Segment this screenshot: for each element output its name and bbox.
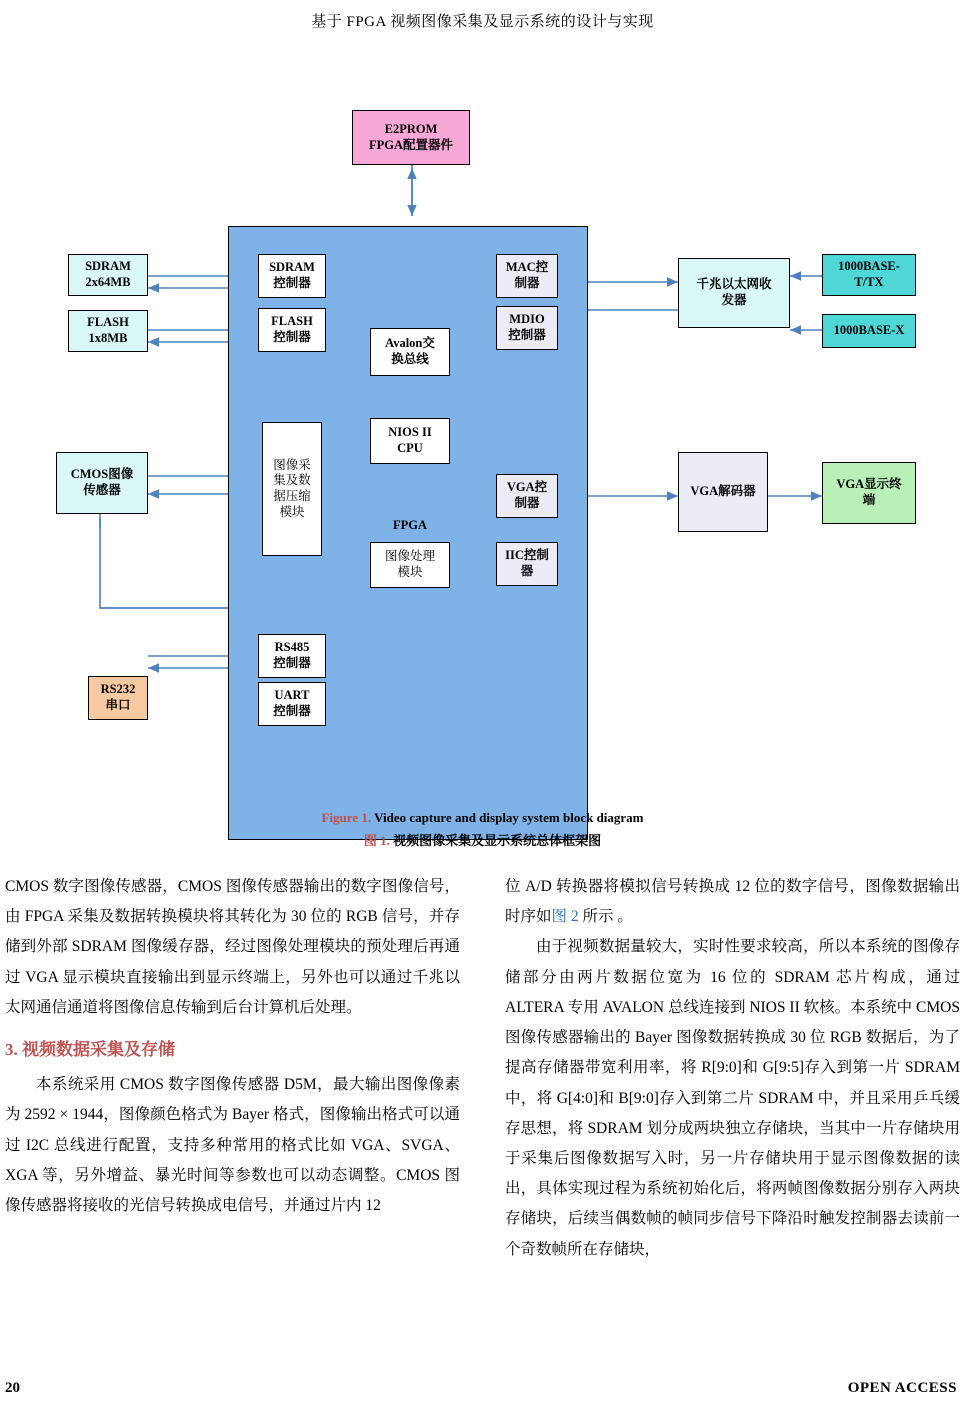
right-paragraph-1: [505, 872, 960, 932]
left-paragraph-1: CMOS 数字图像传感器，CMOS 图像传感器输出的数字图像信号，由 FPGA 采集及数据转换模块将其转化为 30 位的 RGB 信号，并存储到外部 SDRAM 图像缓存器，经过图像处理模块的预处理后再通过 VGA 显示模块直接输出到显示终端上，另外也可以通过千兆以太网通信通道将图像信息传输到后台计算机后处理。: [5, 878, 460, 1016]
block-vga-controller: [496, 474, 558, 518]
label-fpga: FPGA: [392, 518, 428, 532]
block-vga-controller-line1: VGA控: [506, 480, 548, 495]
block-capture-line2: 集及数: [273, 473, 311, 488]
block-flash-external-line1: FLASH: [87, 315, 129, 330]
block-capture-compress-module: [262, 422, 322, 556]
body-column-right: [505, 872, 960, 1265]
block-e2prom-line2: FPGA配置器件: [368, 137, 454, 152]
block-mdio-controller: [496, 306, 558, 350]
block-avalon-bus: [370, 328, 450, 376]
block-uart-line1: UART: [274, 688, 310, 703]
block-vga-display-line2: 端: [862, 493, 876, 507]
block-e2prom: [352, 110, 470, 165]
block-vga-display-line1: VGA显示终: [836, 477, 902, 492]
block-rs485-line1: RS485: [274, 640, 310, 655]
block-rs232-line2: 串口: [105, 698, 131, 712]
block-flash-controller: [258, 308, 326, 352]
right-paragraph-2: 由于视频数据量较大，实时性要求较高，所以本系统的图像存储部分由两片数据位宽为 16 位的 SDRAM 芯片构成，通过 ALTERA 专用 AVALON 总线连接到 NIOS II 软核。本系统中 CMOS 图像传感器输出的 Bayer 图像数据转换成 30 位 RGB 数据后，为了提高存储器带宽利用率，将 R[9:0]和 G[9:5]存入到第一片 SDRAM 中，将 G[4:0]和 B[9:0]存入到第二片 SDRAM 中，并且采用乒乓缓存思想，将 SDRAM 划分成两块独立存储块，当其中一片存储块用于采集后图像数据写入时，另一片存储块用于显示图像数据的读出，具体实现过程为系统初始化后，将两帧图像数据分别存入两块存储块，后续当偶数帧的帧同步信号下降沿时触发控制器去读前一个奇数帧所在存储块，: [505, 938, 960, 1258]
block-rs485-line2: 控制器: [273, 656, 311, 670]
block-nios-cpu: [370, 418, 450, 464]
block-mac-line2: 制器: [514, 276, 540, 290]
block-mdio-line2: 控制器: [508, 328, 546, 342]
figure-caption-zh-number: 图 1.: [363, 833, 390, 848]
block-sdram-external: [68, 254, 148, 296]
block-1000base-t-line2: T/TX: [854, 275, 884, 289]
block-flash-external-line2: 1x8MB: [88, 331, 128, 345]
block-avalon-line2: 换总线: [391, 352, 429, 366]
block-flash-external: [68, 310, 148, 352]
block-capture-line3: 据压缩: [273, 489, 311, 503]
block-cmos-sensor-line2: 传感器: [83, 483, 121, 497]
block-eth-phy-line1: 千兆以太网收: [696, 277, 772, 292]
block-vga-display: [822, 462, 916, 524]
figure-caption-en-number: Figure 1.: [321, 810, 372, 825]
block-image-processing-module: [370, 542, 450, 588]
block-flash-controller-line1: FLASH: [271, 314, 313, 329]
block-iic-line1: IIC控制: [505, 548, 549, 563]
block-1000base-t-line1: 1000BASE-: [838, 259, 900, 274]
right-paragraph-1-after: 所示 。: [578, 908, 633, 926]
block-imgproc-line1: 图像处理: [384, 549, 435, 564]
left-paragraph-2: 本系统采用 CMOS 数字图像传感器 D5M，最大输出图像像素为 2592 × 1944，图像颜色格式为 Bayer 格式，图像输出格式可以通过 I2C 总线进行配置，支持多种常用的格式比如 VGA、SVGA、XGA 等，另外增益、暴光时间等参数也可以动态调整。CMOS 图像传感器将接收的光信号转换成电信号，并通过片内 12: [5, 1076, 460, 1215]
figure-caption-en: [0, 810, 965, 826]
block-avalon-line1: Avalon交: [385, 336, 435, 351]
block-capture-line1: 图像采: [273, 457, 311, 472]
block-1000base-x-label: 1000BASE-X: [833, 323, 905, 338]
block-iic-controller: [496, 542, 558, 586]
figure-caption-zh-text: 视频图像采集及显示系统总体框架图: [393, 833, 602, 848]
block-cmos-sensor-line1: CMOS图像: [70, 467, 134, 482]
block-sdram-external-line2: 2x64MB: [85, 275, 131, 289]
block-rs232-line1: RS232: [100, 682, 136, 697]
block-nios-line2: CPU: [397, 441, 423, 455]
block-rs232: [88, 676, 148, 720]
block-mdio-line1: MDIO: [509, 312, 545, 327]
block-imgproc-line2: 模块: [397, 565, 423, 579]
block-vga-decoder: [678, 452, 768, 532]
block-sdram-controller: [258, 254, 326, 298]
block-flash-controller-line2: 控制器: [273, 330, 311, 344]
body-column-left: [5, 872, 460, 1221]
block-cmos-sensor: [56, 452, 148, 514]
section-heading-3: 3. 视频数据采集及存储: [5, 1040, 175, 1060]
figure-caption-zh: [0, 830, 965, 849]
figure-caption-en-text: Video capture and display system block diagram: [374, 810, 644, 825]
block-sdram-external-line1: SDRAM: [85, 259, 131, 274]
figure-reference-link[interactable]: 图 2: [551, 908, 579, 926]
block-mac-line1: MAC控: [505, 260, 549, 275]
figure-block-diagram: [0, 48, 965, 848]
block-sdram-controller-line2: 控制器: [273, 276, 311, 290]
block-mac-controller: [496, 254, 558, 298]
block-capture-line4: 模块: [279, 504, 305, 519]
block-sdram-controller-line1: SDRAM: [269, 260, 315, 275]
footer-page-number: 20: [5, 1380, 20, 1396]
right-paragraph-1-before: 位 A/D 转换器将模拟信号转换成 12 位的数字信号，图像数据输出时序如: [505, 878, 960, 926]
block-1000base-x: [822, 314, 916, 348]
block-1000base-t-tx: [822, 254, 916, 296]
running-head: 基于 FPGA 视频图像采集及显示系统的设计与实现: [311, 14, 654, 30]
block-gigabit-ethernet-phy: [678, 258, 790, 328]
block-vga-decoder-label: VGA解码器: [690, 484, 756, 499]
block-e2prom-line1: E2PROM: [384, 121, 438, 136]
block-eth-phy-line2: 发器: [721, 293, 747, 307]
footer-open-access: OPEN ACCESS: [847, 1380, 957, 1396]
block-uart-controller: [258, 682, 326, 726]
block-uart-line2: 控制器: [273, 704, 311, 718]
block-vga-controller-line2: 制器: [514, 496, 540, 510]
block-nios-line1: NIOS II: [388, 425, 432, 440]
block-rs485-controller: [258, 634, 326, 678]
block-iic-line2: 器: [520, 564, 534, 578]
